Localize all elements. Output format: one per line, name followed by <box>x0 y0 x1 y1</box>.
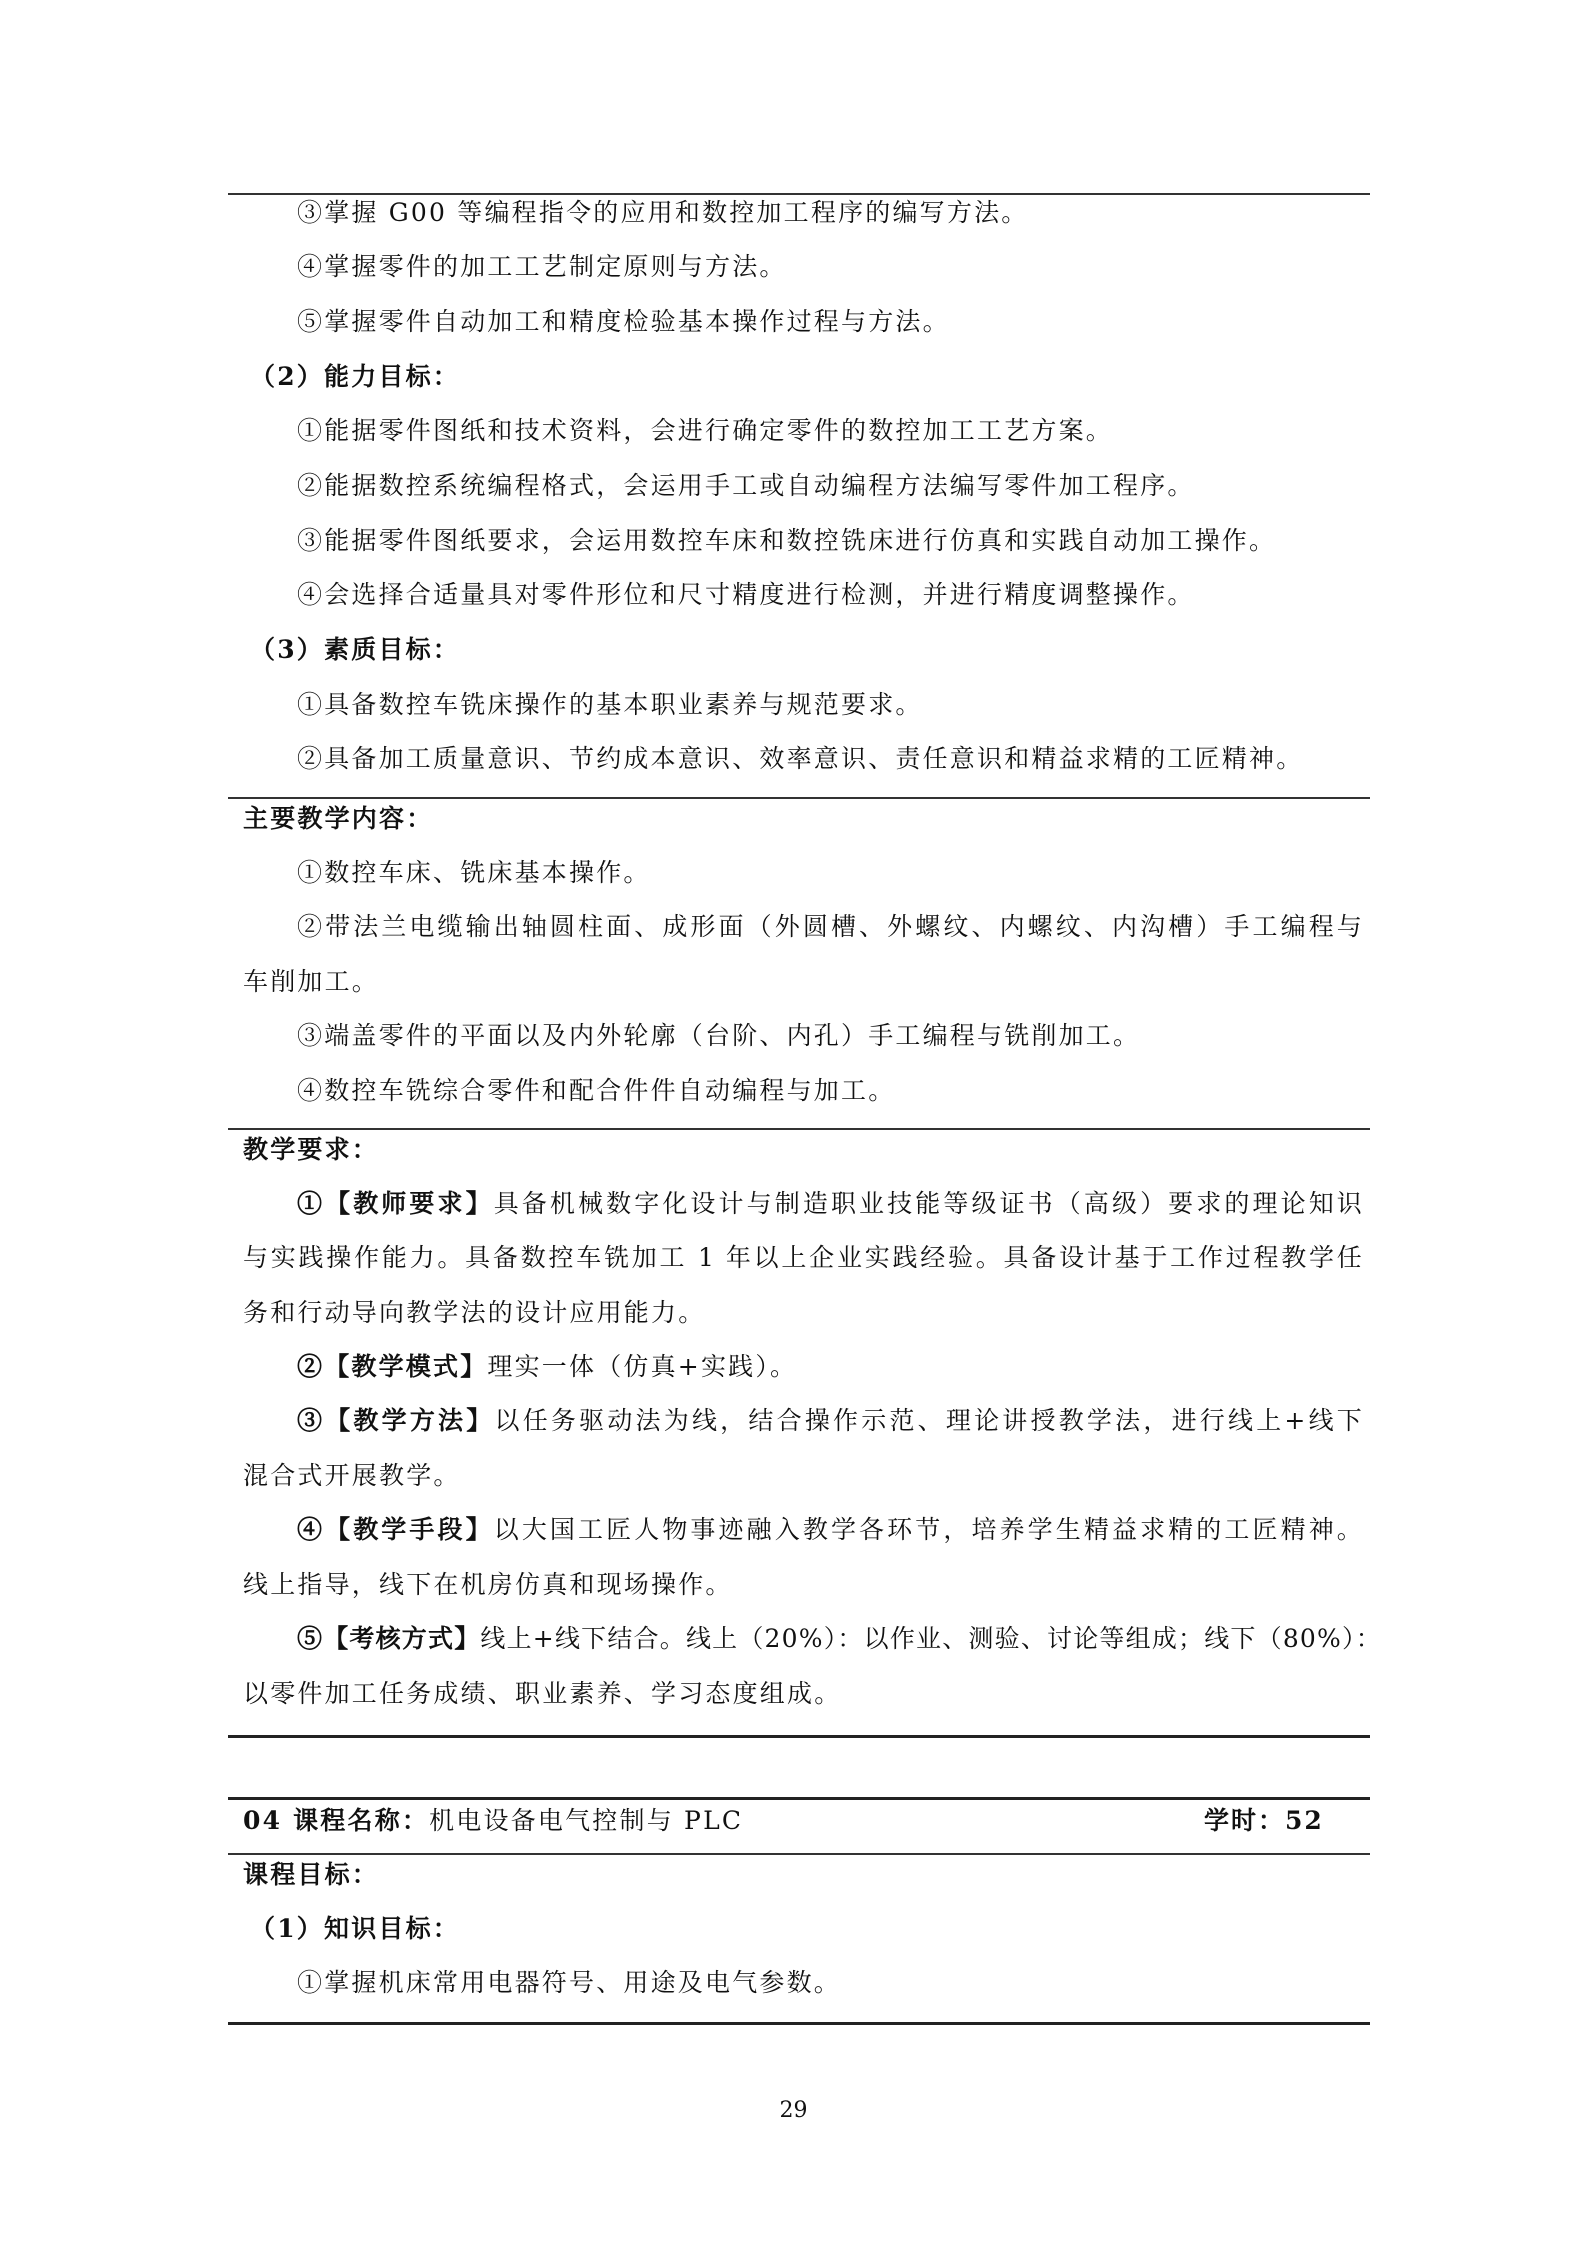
requirements-heading: 教学要求： <box>243 1135 380 1164</box>
course04-hours-label: 学时： <box>1204 1806 1286 1835</box>
course04-label: 04 课程名称： <box>243 1806 430 1835</box>
requirement-1 <box>297 1189 1363 1219</box>
course04-name: 机电设备电气控制与 PLC <box>429 1806 744 1835</box>
quality-goal-1: ①具备数控车铣床操作的基本职业素养与规范要求。 <box>297 690 923 719</box>
requirement-4-text: 以大国工匠人物事迹融入教学各环节，培养学生精益求精的工匠精神。 <box>493 1515 1363 1544</box>
course04-top-rule <box>228 1797 1370 1800</box>
course04-title-row <box>243 1806 1363 1836</box>
section-rule-content <box>228 797 1370 799</box>
requirement-3-tag: ③【教学方法】 <box>297 1406 495 1435</box>
requirement-5-tag: ⑤【考核方式】 <box>297 1624 481 1653</box>
requirement-5-cont: 以零件加工任务成绩、职业素养、学习态度组成。 <box>243 1679 842 1708</box>
content-item-4: ④数控车铣综合零件和配合件件自动编程与加工。 <box>297 1076 896 1105</box>
course04-title-rule <box>228 1853 1370 1855</box>
requirement-2-tag: ②【教学模式】 <box>297 1352 488 1381</box>
course04-knowledge-heading: （1）知识目标： <box>250 1914 460 1943</box>
table-bottom-rule <box>228 1735 1370 1738</box>
ability-heading: （2）能力目标： <box>250 362 460 391</box>
requirement-5-text: 线上+线下结合。线上（20%）：以作业、测验、讨论等组成；线下（80%）： <box>480 1624 1382 1653</box>
knowledge-goal-5: ⑤掌握零件自动加工和精度检验基本操作过程与方法。 <box>297 307 950 336</box>
course04-hours-value: 52 <box>1285 1806 1324 1835</box>
requirement-4-tag: ④【教学手段】 <box>297 1515 494 1544</box>
requirement-5 <box>297 1624 1382 1654</box>
requirement-1-text: 具备机械数字化设计与制造职业技能等级证书（高级）要求的理论知识 <box>493 1189 1363 1218</box>
requirement-2-text: 理实一体（仿真+实践）。 <box>487 1352 798 1381</box>
requirement-4 <box>297 1515 1363 1545</box>
requirement-4-cont: 线上指导，线下在机房仿真和现场操作。 <box>243 1570 733 1599</box>
requirement-3 <box>297 1406 1363 1436</box>
content-item-2-cont: 车削加工。 <box>243 967 380 996</box>
requirement-1-cont-b: 务和行动导向教学法的设计应用能力。 <box>243 1298 706 1327</box>
requirement-2 <box>297 1352 1363 1382</box>
content-item-3: ③端盖零件的平面以及内外轮廓（台阶、内孔）手工编程与铣削加工。 <box>297 1021 1141 1050</box>
course04-hours <box>1204 1806 1324 1836</box>
requirement-3-cont: 混合式开展教学。 <box>243 1461 461 1490</box>
content-item-2: ②带法兰电缆输出轴圆柱面、成形面（外圆槽、外螺纹、内螺纹、内沟槽）手工编程与 <box>297 912 1363 941</box>
knowledge-goal-4: ④掌握零件的加工工艺制定原则与方法。 <box>297 252 787 281</box>
course04-knowledge-goal-1: ①掌握机床常用电器符号、用途及电气参数。 <box>297 1968 842 1997</box>
content-item-1: ①数控车床、铣床基本操作。 <box>297 858 651 887</box>
content-heading: 主要教学内容： <box>243 804 434 833</box>
requirement-1-tag: ①【教师要求】 <box>297 1189 494 1218</box>
table-top-rule <box>228 193 1370 195</box>
course04-bottom-rule <box>228 2022 1370 2025</box>
requirement-3-text: 以任务驱动法为线，结合操作示范、理论讲授教学法，进行线上+线下 <box>494 1406 1363 1435</box>
ability-goal-4: ④会选择合适量具对零件形位和尺寸精度进行检测，并进行精度调整操作。 <box>297 580 1195 609</box>
quality-heading: （3）素质目标： <box>250 635 460 664</box>
course04-goals-heading: 课程目标： <box>243 1860 380 1889</box>
ability-goal-2: ②能据数控系统编程格式，会运用手工或自动编程方法编写零件加工程序。 <box>297 471 1195 500</box>
quality-goal-2: ②具备加工质量意识、节约成本意识、效率意识、责任意识和精益求精的工匠精神。 <box>297 744 1304 773</box>
ability-goal-1: ①能据零件图纸和技术资料，会进行确定零件的数控加工工艺方案。 <box>297 416 1114 445</box>
knowledge-goal-3: ③掌握 G00 等编程指令的应用和数控加工程序的编写方法。 <box>297 198 1029 227</box>
ability-goal-3: ③能据零件图纸要求，会运用数控车床和数控铣床进行仿真和实践自动加工操作。 <box>297 526 1277 555</box>
section-rule-requirements <box>228 1128 1370 1130</box>
page-number: 29 <box>779 2098 808 2123</box>
requirement-1-cont-a: 与实践操作能力。具备数控车铣加工 1 年以上企业实践经验。具备设计基于工作过程教学任 <box>243 1243 1363 1272</box>
